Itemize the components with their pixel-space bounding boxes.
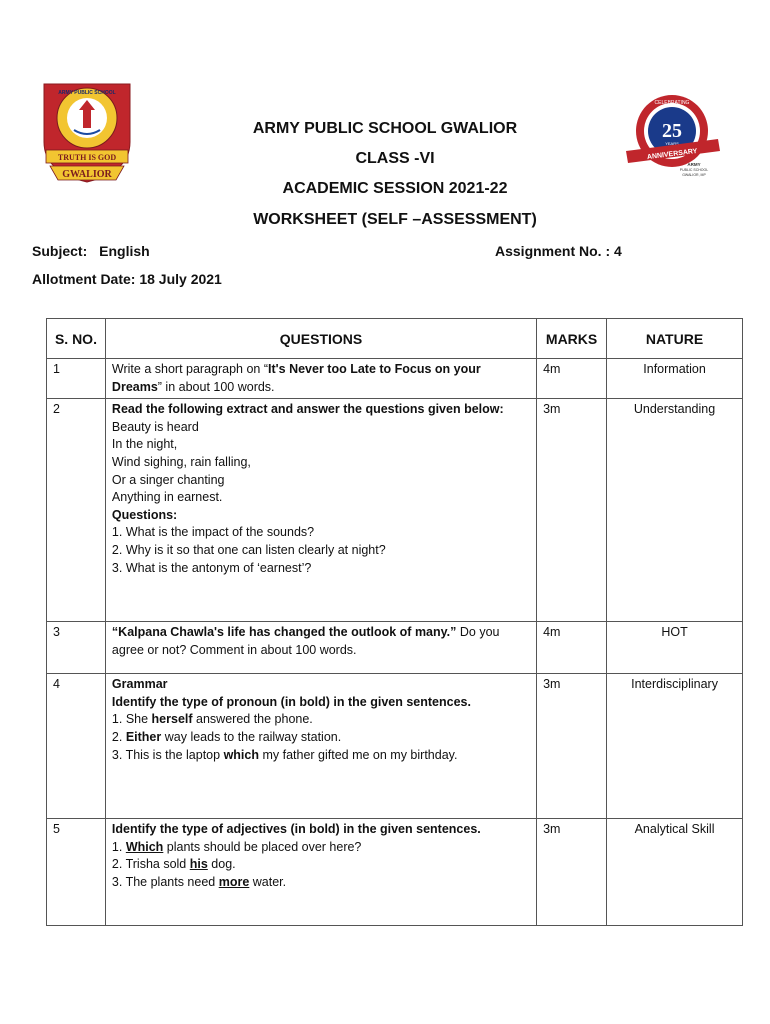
header-questions: QUESTIONS bbox=[105, 319, 536, 359]
class-heading: CLASS -VI bbox=[355, 150, 435, 167]
row-sno: 1 bbox=[47, 359, 106, 399]
header-sno: S. NO. bbox=[47, 319, 106, 359]
sub-question: 2. Trisha sold his dog. bbox=[111, 857, 236, 872]
sub-question: 1. She herself answered the phone. bbox=[111, 712, 313, 727]
q-heading: Read the following extract and answer the questions given below: bbox=[111, 402, 504, 417]
poem-line: In the night, bbox=[111, 437, 178, 452]
q-heading: Grammar bbox=[111, 677, 168, 692]
sub-question: 1. What is the impact of the sounds? bbox=[111, 525, 315, 540]
anniversary-number: 25 bbox=[662, 120, 682, 142]
crest-motto: TRUTH IS GOD bbox=[57, 153, 117, 162]
row-nature: Interdisciplinary bbox=[607, 674, 743, 819]
table-row bbox=[47, 622, 743, 674]
subject-label: Subject: bbox=[32, 243, 88, 259]
row-nature: Analytical Skill bbox=[607, 819, 743, 926]
table-header-row bbox=[47, 319, 743, 359]
crest-city: GWALIOR bbox=[62, 169, 112, 180]
row-sno: 5 bbox=[47, 819, 106, 926]
row-nature: Information bbox=[607, 359, 743, 399]
q-bold-text: “Kalpana Chawla's life has changed the outlook of many.” bbox=[111, 625, 457, 640]
row-question bbox=[105, 674, 536, 819]
table-row bbox=[47, 399, 743, 622]
table-row bbox=[47, 359, 743, 399]
row-marks: 3m bbox=[537, 674, 607, 819]
anniversary-sub1: ARMY bbox=[687, 162, 701, 167]
row-nature: HOT bbox=[607, 622, 743, 674]
q-text: Do you agree or not? Comment in about 100 words. bbox=[111, 625, 500, 657]
poem-line: Anything in earnest. bbox=[111, 490, 223, 505]
sub-question: 3. The plants need more water. bbox=[111, 874, 287, 889]
questions-label: Questions: bbox=[111, 507, 178, 522]
row-marks: 3m bbox=[537, 819, 607, 926]
q-text: Write a short paragraph on “ bbox=[111, 362, 269, 376]
q-instruction: Identify the type of adjectives (in bold) in the given sentences. bbox=[111, 822, 481, 837]
poem-line: Wind sighing, rain falling, bbox=[111, 454, 251, 469]
q-instruction: Identify the type of pronoun (in bold) in the given sentences. bbox=[111, 694, 471, 709]
header-marks: MARKS bbox=[537, 319, 607, 359]
anniversary-sub3: GWALIOR, MP bbox=[682, 173, 706, 177]
q-text: ” in about 100 words. bbox=[157, 379, 275, 394]
header-nature: NATURE bbox=[607, 319, 743, 359]
worksheet-table bbox=[46, 318, 743, 926]
row-marks: 4m bbox=[537, 622, 607, 674]
poem-line: Or a singer chanting bbox=[111, 472, 225, 487]
allotment-date: Allotment Date: 18 July 2021 bbox=[32, 271, 222, 287]
sub-question: 2. Either way leads to the railway station. bbox=[111, 729, 342, 744]
row-marks: 3m bbox=[537, 399, 607, 622]
sub-question: 3. What is the antonym of ‘earnest’? bbox=[111, 560, 312, 575]
row-question bbox=[105, 622, 536, 674]
q-bold-text: It's Never too Late to Focus on your Dreams bbox=[111, 362, 481, 394]
sub-question: 1. Which plants should be placed over here? bbox=[111, 839, 362, 854]
row-sno: 4 bbox=[47, 674, 106, 819]
table-row bbox=[47, 674, 743, 819]
assignment-number: Assignment No. : 4 bbox=[495, 243, 622, 259]
subject-value: English bbox=[99, 243, 150, 259]
anniversary-ribbon: ANNIVERSARY bbox=[646, 147, 698, 162]
row-sno: 3 bbox=[47, 622, 106, 674]
poem-line: Beauty is heard bbox=[111, 419, 199, 434]
anniversary-top-text: CELEBRATING bbox=[654, 100, 690, 106]
crest-arc-text: ARMY PUBLIC SCHOOL bbox=[58, 90, 116, 96]
worksheet-heading: WORKSHEET (SELF –ASSESSMENT) bbox=[253, 211, 537, 228]
row-question bbox=[105, 359, 536, 399]
session-heading: ACADEMIC SESSION 2021-22 bbox=[282, 180, 508, 197]
row-question bbox=[105, 399, 536, 622]
row-sno: 2 bbox=[47, 399, 106, 622]
sub-question: 3. This is the laptop which my father gifted me on my birthday. bbox=[111, 747, 458, 762]
anniversary-number-sub: YEARS bbox=[665, 141, 679, 146]
sub-question: 2. Why is it so that one can listen clearly at night? bbox=[111, 542, 386, 557]
subject-line bbox=[32, 243, 150, 259]
table-row bbox=[47, 819, 743, 926]
row-nature: Understanding bbox=[607, 399, 743, 622]
anniversary-sub2: PUBLIC SCHOOL bbox=[679, 168, 709, 172]
school-name: ARMY PUBLIC SCHOOL GWALIOR bbox=[252, 120, 518, 137]
row-question bbox=[105, 819, 536, 926]
row-marks: 4m bbox=[537, 359, 607, 399]
